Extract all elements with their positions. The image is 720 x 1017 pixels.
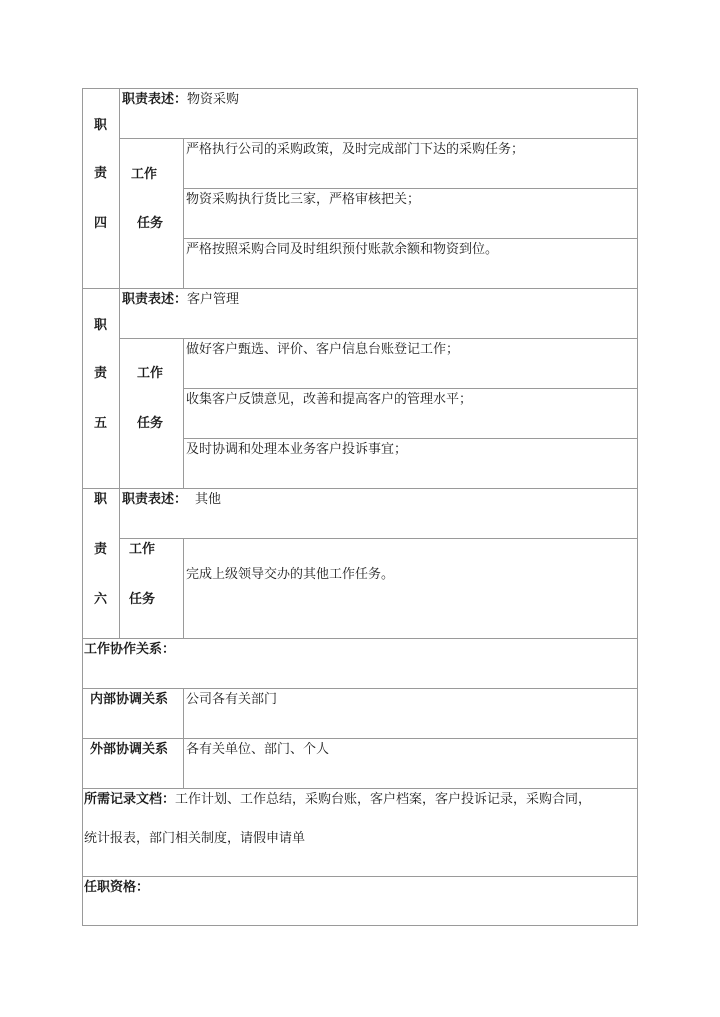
duty5-desc-divider	[119, 338, 638, 339]
duty6-work-label-2: 任务	[129, 592, 156, 607]
records-bottom	[82, 876, 638, 877]
duty4-work-label-2: 任务	[137, 216, 164, 231]
duty4-work-label-1: 工作	[131, 167, 158, 182]
duty4-side-char-2: 责	[94, 166, 108, 181]
records-label: 所需记录文档：	[84, 792, 176, 807]
duty4-desc-value: 物资采购	[187, 92, 240, 107]
table-border-bottom	[82, 925, 638, 926]
table-border-left	[82, 88, 83, 926]
duty6-desc-value: 其他	[195, 492, 222, 507]
duty5-work-divider	[183, 338, 184, 488]
duty5-desc-label: 职责表述：	[122, 292, 188, 307]
duty6-desc-label: 职责表述：	[122, 492, 188, 507]
duty5-work-label-2: 任务	[137, 416, 164, 431]
collab-bottom	[82, 788, 638, 789]
duty4-desc-divider	[119, 138, 638, 139]
duty4-side-char-3: 四	[94, 216, 108, 231]
records-value-1: 工作计划、工作总结，采购台账，客户档案，客户投诉记录，采购合同，	[175, 792, 592, 807]
records-line-2: 统计报表，部门相关制度，请假申请单	[84, 831, 306, 846]
collab-title: 工作协作关系：	[84, 642, 176, 657]
duty5-desc	[122, 292, 239, 308]
duty6-side-char-1: 职	[94, 492, 108, 507]
duty4-task-divider-1	[183, 188, 638, 189]
duty6-task: 完成上级领导交办的其他工作任务。	[186, 567, 395, 582]
duty5-side-char-1: 职	[94, 318, 108, 333]
duty4-task-divider-2	[183, 238, 638, 239]
duty4-task-3: 严格按照采购合同及时组织预付账款余额和物资到位。	[186, 242, 499, 257]
duty5-task-1: 做好客户甄选、评价、客户信息台账登记工作；	[186, 342, 460, 357]
duty6-side-divider	[119, 488, 120, 638]
qualification-label: 任职资格：	[84, 880, 150, 895]
duty5-side-char-2: 责	[94, 366, 108, 381]
duty4-side-char-1: 职	[94, 118, 108, 133]
duty5-side-char-3: 五	[94, 416, 108, 431]
external-coord-value: 各有关单位、部门、个人	[186, 742, 330, 757]
collab-row-divider	[82, 738, 638, 739]
records-line-1	[84, 792, 591, 808]
external-coord-label: 外部协调关系	[90, 742, 169, 757]
duty4-bottom	[82, 288, 638, 289]
internal-coord-label: 内部协调关系	[90, 692, 169, 707]
duty5-task-3: 及时协调和处理本业务客户投诉事宜；	[186, 442, 408, 457]
duty5-task-2: 收集客户反馈意见，改善和提高客户的管理水平；	[186, 392, 473, 407]
duty4-task-1: 严格执行公司的采购政策，及时完成部门下达的采购任务；	[186, 142, 525, 157]
duty4-side-divider	[119, 88, 120, 288]
duty5-work-label-1: 工作	[137, 366, 164, 381]
internal-coord-value: 公司各有关部门	[186, 692, 278, 707]
duty6-desc	[122, 492, 221, 508]
duty4-desc	[122, 92, 239, 108]
table-border-top	[82, 88, 638, 89]
job-description-table	[82, 88, 638, 926]
duty5-bottom	[82, 488, 638, 489]
duty4-task-2: 物资采购执行货比三家，严格审核把关；	[186, 192, 421, 207]
duty6-side-char-2: 责	[94, 542, 108, 557]
duty6-desc-divider	[119, 538, 638, 539]
duty4-work-divider	[183, 138, 184, 288]
duty6-bottom	[82, 638, 638, 639]
table-border-right	[637, 88, 638, 926]
duty6-work-divider	[183, 538, 184, 638]
duty5-task-divider-2	[183, 438, 638, 439]
duty4-desc-label: 职责表述：	[122, 92, 188, 107]
duty6-work-label-1: 工作	[129, 542, 156, 557]
duty5-desc-value: 客户管理	[187, 292, 240, 307]
duty5-task-divider-1	[183, 388, 638, 389]
collab-title-divider	[82, 688, 638, 689]
duty6-side-char-3: 六	[94, 592, 108, 607]
duty5-side-divider	[119, 288, 120, 488]
